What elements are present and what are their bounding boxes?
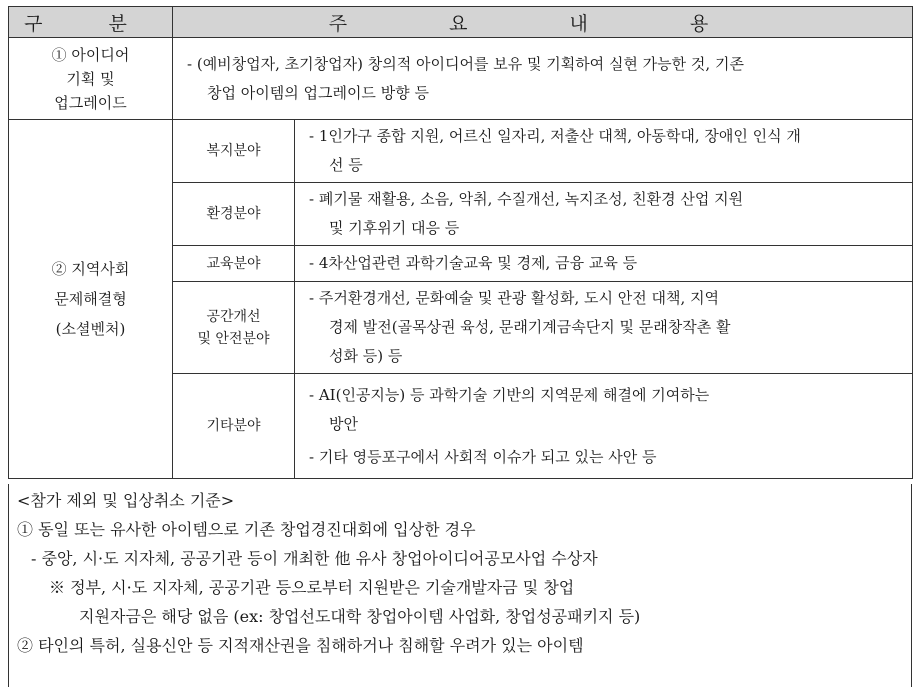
exclusion-criteria-notes bbox=[8, 484, 912, 687]
notes-item-1-sub: - 중앙, 시·도 지자체, 공공기관 등이 개최한 他 유사 창업아이디어공모사업 수상자 bbox=[31, 549, 598, 568]
category-line: (소셜벤처) bbox=[55, 320, 126, 338]
content-cell-space-safety bbox=[295, 282, 913, 374]
subcategory-other: 기타분야 bbox=[173, 374, 295, 479]
content-line: - 4차산업관련 과학기술교육 및 경제, 금융 교육 등 bbox=[309, 254, 638, 272]
category-cell-idea bbox=[9, 38, 173, 120]
content-line: 선 등 bbox=[329, 156, 363, 174]
contest-category-table bbox=[8, 6, 913, 479]
content-line: 경제 발전(골목상권 육성, 문래기계금속단지 및 문래창작촌 활 bbox=[329, 318, 731, 336]
notes-title: <참가 제외 및 입상취소 기준> bbox=[17, 491, 235, 510]
category-line: 기획 및 bbox=[66, 69, 115, 88]
content-line: 성화 등) 등 bbox=[329, 347, 403, 365]
notes-item-1: ① 동일 또는 유사한 아이템으로 기존 창업경진대회에 입상한 경우 bbox=[17, 520, 476, 539]
content-line: 및 기후위기 대응 등 bbox=[329, 219, 460, 237]
notes-item-2: ② 타인의 특허, 실용신안 등 지적재산권을 침해하거나 침해할 우려가 있는 아이템 bbox=[17, 636, 584, 655]
header-content: 주 요 내 용 bbox=[173, 7, 913, 38]
header-category: 구 분 bbox=[9, 7, 173, 38]
content-line: 방안 bbox=[329, 414, 358, 433]
content-line: - (예비창업자, 초기창업자) 창의적 아이디어를 보유 및 기획하여 실현 가능한 것, 기존 bbox=[187, 54, 744, 73]
category-line: ② 지역사회 bbox=[51, 260, 130, 278]
category-line: 문제해결형 bbox=[54, 290, 127, 308]
subcategory-space-safety bbox=[173, 282, 295, 374]
notes-item-1-note: ※ 정부, 시·도 지자체, 공공기관 등으로부터 지원받은 기술개발자금 및 창업 bbox=[49, 578, 575, 597]
subcategory-line: 공간개선 bbox=[206, 308, 261, 325]
subcategory-welfare: 복지분야 bbox=[173, 120, 295, 183]
content-line: - 폐기물 재활용, 소음, 악취, 수질개선, 녹지조성, 친환경 산업 지원 bbox=[309, 190, 744, 208]
subcategory-education: 교육분야 bbox=[173, 246, 295, 282]
content-cell-education bbox=[295, 246, 913, 282]
content-cell-idea bbox=[173, 38, 913, 120]
category-line: 업그레이드 bbox=[54, 93, 127, 112]
content-cell-other bbox=[295, 374, 913, 479]
category-cell-social bbox=[9, 120, 173, 479]
content-cell-welfare bbox=[295, 120, 913, 183]
notes-item-1-note-cont: 지원자금은 해당 없음 (ex: 창업선도대학 창업아이템 사업화, 창업성공패키지 등) bbox=[79, 607, 641, 626]
category-line: ① 아이디어 bbox=[51, 45, 130, 64]
table-header-row bbox=[9, 7, 913, 38]
table-row bbox=[9, 120, 913, 183]
content-line: 창업 아이템의 업그레이드 방향 등 bbox=[207, 83, 429, 102]
content-line: - 기타 영등포구에서 사회적 이슈가 되고 있는 사안 등 bbox=[309, 447, 657, 466]
subcategory-environment: 환경분야 bbox=[173, 183, 295, 246]
content-cell-environment bbox=[295, 183, 913, 246]
content-line: - 1인가구 종합 지원, 어르신 일자리, 저출산 대책, 아동학대, 장애인 인식 개 bbox=[309, 127, 801, 145]
subcategory-line: 및 안전분야 bbox=[197, 330, 270, 347]
content-line: - 주거환경개선, 문화예술 및 관광 활성화, 도시 안전 대책, 지역 bbox=[309, 289, 720, 307]
table-row bbox=[9, 38, 913, 120]
content-line: - AI(인공지능) 등 과학기술 기반의 지역문제 해결에 기여하는 bbox=[309, 385, 710, 404]
